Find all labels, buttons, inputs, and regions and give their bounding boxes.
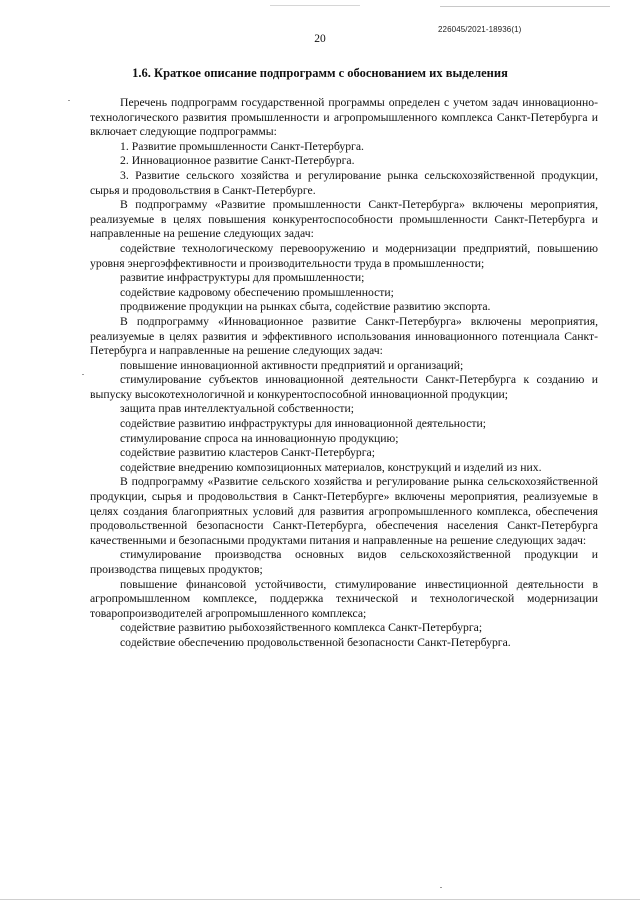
bottom-rule xyxy=(0,899,640,900)
paragraph: 2. Инновационное развитие Санкт-Петербурга. xyxy=(120,154,355,168)
page-number: 20 xyxy=(314,33,326,45)
paragraph: В подпрограмму «Развитие промышленности Санкт-Петербурга» включены мероприятия, реализуемые в целях повышения конкурентоспособности промышленности Санкт-Петербурга и направленные на решение следующих задач: xyxy=(90,198,598,241)
paragraph: повышение инновационной активности предприятий и организаций; xyxy=(120,358,464,372)
scan-speck xyxy=(440,887,442,888)
paragraph: содействие развитию инфраструктуры для инновационной деятельности; xyxy=(120,417,486,431)
paragraph: В подпрограмму «Инновационное развитие Санкт-Петербурга» включены мероприятия, реализуемые в целях развития и эффективного использования инновационного потенциала Санкт-Петербурга и направленные на решение следующих задач: xyxy=(90,314,598,358)
paragraph: повышение финансовой устойчивости, стимулирование инвестиционной деятельности в агропромышленном комплексе, поддержка технической и технологической модернизации товаропроизводителей агропромышленного комплекса; xyxy=(90,577,598,620)
paragraph: содействие развитию кластеров Санкт-Петербурга; xyxy=(120,446,375,460)
scan-artifact-top xyxy=(270,5,360,6)
paragraph: В подпрограмму «Развитие сельского хозяйства и регулирование рынка сельскохозяйственной продукции, сырья и продовольствия в Санкт-Петербурге» включены мероприятия, реализуемые в целях создания благоприятных условий для развития агропромышленного комплекса, обеспечения продовольственной безопасности Санкт-Петербурга, обеспечения населения Санкт-Петербурга качественными и безопасными продуктами питания и направленные на решение следующих задач: xyxy=(90,475,598,547)
scan-speck xyxy=(68,100,70,101)
body-text xyxy=(90,96,598,651)
paragraph: стимулирование спроса на инновационную продукцию; xyxy=(120,431,399,445)
paragraph: продвижение продукции на рынках сбыта, содействие развитию экспорта. xyxy=(120,300,491,314)
paragraph: содействие развитию рыбохозяйственного комплекса Санкт-Петербурга; xyxy=(120,621,483,635)
paragraph: содействие кадровому обеспечению промышленности; xyxy=(120,285,394,299)
scan-speck xyxy=(82,374,84,375)
paragraph: развитие инфраструктуры для промышленности; xyxy=(120,271,365,285)
paragraph: защита прав интеллектуальной собственности; xyxy=(120,402,355,416)
paragraph: Перечень подпрограмм государственной программы определен с учетом задач инновационно-технологического развития промышленности и агропромышленного комплекса Санкт-Петербурга и включает следующие подпрограммы: xyxy=(90,96,598,139)
paragraph: стимулирование субъектов инновационной деятельности Санкт-Петербурга к созданию и выпуску высокотехнологичной и конкурентоспособной инновационной продукции; xyxy=(90,373,598,401)
section-heading: 1.6. Краткое описание подпрограмм с обоснованием их выделения xyxy=(132,66,508,80)
paragraph: содействие обеспечению продовольственной безопасности Санкт-Петербурга. xyxy=(120,635,511,649)
document-registration-number: 226045/2021-18936(1) xyxy=(438,25,522,34)
paragraph: 3. Развитие сельского хозяйства и регулирование рынка сельскохозяйственной продукции, сырья и продовольствия в Санкт-Петербурге. xyxy=(90,168,598,197)
paragraph: содействие внедрению композиционных материалов, конструкций и изделий из них. xyxy=(120,460,542,474)
paragraph: содействие технологическому перевооружению и модернизации предприятий, повышению уровня энергоэффективности и производительности труда в промышленности; xyxy=(90,241,598,270)
paragraph: стимулирование производства основных видов сельскохозяйственной продукции и производства пищевых продуктов; xyxy=(90,548,598,576)
top-rule xyxy=(440,6,610,7)
paragraph: 1. Развитие промышленности Санкт-Петербурга. xyxy=(120,139,364,153)
